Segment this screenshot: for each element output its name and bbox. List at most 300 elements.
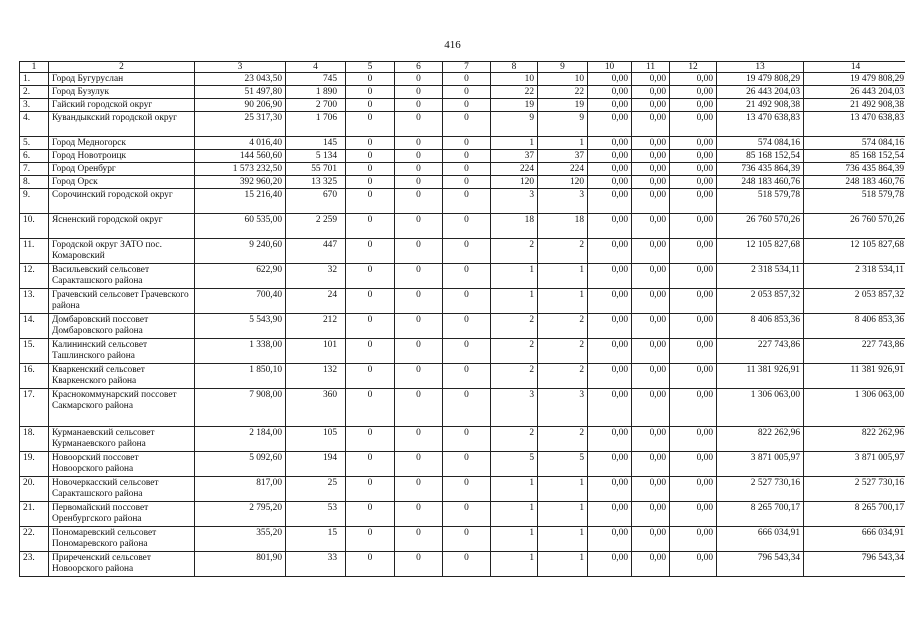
table-cell: 0 xyxy=(443,99,491,112)
table-cell: 0 xyxy=(443,214,491,239)
table-row xyxy=(20,502,905,527)
table-cell: 0,00 xyxy=(670,364,717,389)
table-cell: 19 479 808,29 xyxy=(804,73,905,86)
table-cell: 0 xyxy=(395,452,443,477)
table-cell: 1 xyxy=(538,502,588,527)
table-cell: 0,00 xyxy=(670,73,717,86)
table-cell: 0,00 xyxy=(632,289,670,314)
table-cell: 0,00 xyxy=(632,389,670,427)
table-cell: 0 xyxy=(395,477,443,502)
table-cell: 15 216,40 xyxy=(195,189,286,214)
table-cell: 2 xyxy=(538,427,588,452)
table-cell: 23 043,50 xyxy=(195,73,286,86)
table-cell: 1 xyxy=(538,527,588,552)
table-cell: 8 265 700,17 xyxy=(804,502,905,527)
table-cell: 1 xyxy=(491,289,538,314)
table-cell: 0 xyxy=(443,552,491,577)
table-cell: 12 105 827,68 xyxy=(804,239,905,264)
table-cell: 13 325 xyxy=(286,176,346,189)
table-cell: 26 760 570,26 xyxy=(717,214,804,239)
table-cell: 0,00 xyxy=(632,86,670,99)
table-cell: 26 760 570,26 xyxy=(804,214,905,239)
table-cell: 0 xyxy=(395,502,443,527)
table-cell: 2 700 xyxy=(286,99,346,112)
table-cell: 26 443 204,03 xyxy=(804,86,905,99)
header-cell: 9 xyxy=(538,62,588,73)
table-cell: 0,00 xyxy=(632,364,670,389)
table-cell: 227 743,86 xyxy=(717,339,804,364)
table-cell: 0 xyxy=(443,239,491,264)
table-cell: 26 443 204,03 xyxy=(717,86,804,99)
territory-name-cell: Город Бугуруслан xyxy=(49,73,195,86)
territory-name-cell: Город Оренбург xyxy=(49,163,195,176)
table-cell: 12. xyxy=(20,264,49,289)
table-cell: 0 xyxy=(346,452,395,477)
territory-name-cell: Гайский городской округ xyxy=(49,99,195,112)
table-cell: 0 xyxy=(395,389,443,427)
table-cell: 212 xyxy=(286,314,346,339)
table-row xyxy=(20,389,905,427)
table-cell: 7 908,00 xyxy=(195,389,286,427)
table-row xyxy=(20,137,905,150)
table-cell: 0,00 xyxy=(588,339,632,364)
table-cell: 0,00 xyxy=(632,150,670,163)
table-row xyxy=(20,264,905,289)
table-cell: 796 543,34 xyxy=(717,552,804,577)
table-cell: 0,00 xyxy=(632,163,670,176)
table-cell: 0 xyxy=(443,73,491,86)
table-cell: 2 795,20 xyxy=(195,502,286,527)
territory-name-cell: Домбаровский поссовет Домбаровского района xyxy=(49,314,195,339)
table-cell: 518 579,78 xyxy=(804,189,905,214)
table-cell: 2 184,00 xyxy=(195,427,286,452)
table-cell: 11 381 926,91 xyxy=(717,364,804,389)
table-cell: 0 xyxy=(443,86,491,99)
table-cell: 0,00 xyxy=(632,189,670,214)
table-cell: 3 xyxy=(491,389,538,427)
table-cell: 3 871 005,97 xyxy=(804,452,905,477)
table-cell: 817,00 xyxy=(195,477,286,502)
table-cell: 0 xyxy=(395,112,443,137)
table-row xyxy=(20,452,905,477)
table-cell: 0,00 xyxy=(670,339,717,364)
table-cell: 13. xyxy=(20,289,49,314)
table-header-row xyxy=(20,62,905,73)
table-cell: 574 084,16 xyxy=(717,137,804,150)
table-cell: 22 xyxy=(491,86,538,99)
table-cell: 13 470 638,83 xyxy=(804,112,905,137)
table-cell: 0 xyxy=(395,552,443,577)
table-cell: 0,00 xyxy=(670,137,717,150)
table-cell: 3 xyxy=(491,189,538,214)
territory-name-cell: Новочеркасский сельсовет Саракташского района xyxy=(49,477,195,502)
table-cell: 0 xyxy=(395,189,443,214)
table-cell: 0 xyxy=(395,527,443,552)
table-cell: 0,00 xyxy=(588,527,632,552)
territory-name-cell: Пономаревский сельсовет Пономаревского района xyxy=(49,527,195,552)
table-cell: 17. xyxy=(20,389,49,427)
table-cell: 248 183 460,76 xyxy=(717,176,804,189)
territory-name-cell: Новоорский поссовет Новоорского района xyxy=(49,452,195,477)
table-cell: 0 xyxy=(443,339,491,364)
table-cell: 0,00 xyxy=(588,150,632,163)
table-cell: 0,00 xyxy=(588,427,632,452)
table-cell: 0,00 xyxy=(670,239,717,264)
table-cell: 5. xyxy=(20,137,49,150)
table-cell: 1 706 xyxy=(286,112,346,137)
table-cell: 822 262,96 xyxy=(717,427,804,452)
table-cell: 0,00 xyxy=(670,176,717,189)
table-cell: 0,00 xyxy=(670,86,717,99)
table-cell: 0,00 xyxy=(588,452,632,477)
table-cell: 1 338,00 xyxy=(195,339,286,364)
header-cell: 4 xyxy=(286,62,346,73)
header-cell: 10 xyxy=(588,62,632,73)
table-row xyxy=(20,150,905,163)
table-row xyxy=(20,314,905,339)
table-cell: 0 xyxy=(443,189,491,214)
table-cell: 1 xyxy=(491,264,538,289)
table-cell: 666 034,91 xyxy=(804,527,905,552)
table-cell: 120 xyxy=(491,176,538,189)
table-cell: 2 xyxy=(491,239,538,264)
table-cell: 2 xyxy=(538,239,588,264)
table-cell: 0,00 xyxy=(632,264,670,289)
table-cell: 33 xyxy=(286,552,346,577)
table-cell: 0 xyxy=(395,239,443,264)
table-cell: 0,00 xyxy=(632,527,670,552)
table-row xyxy=(20,239,905,264)
table-cell: 0,00 xyxy=(632,73,670,86)
table-cell: 355,20 xyxy=(195,527,286,552)
table-cell: 0,00 xyxy=(670,99,717,112)
table-cell: 1 xyxy=(538,477,588,502)
table-cell: 0 xyxy=(346,73,395,86)
table-cell: 736 435 864,39 xyxy=(717,163,804,176)
table-cell: 0,00 xyxy=(588,176,632,189)
table-cell: 224 xyxy=(538,163,588,176)
data-table xyxy=(19,61,905,577)
table-cell: 0,00 xyxy=(632,214,670,239)
table-cell: 14. xyxy=(20,314,49,339)
table-cell: 10. xyxy=(20,214,49,239)
table-cell: 145 xyxy=(286,137,346,150)
table-cell: 0,00 xyxy=(588,163,632,176)
table-cell: 0 xyxy=(395,264,443,289)
table-cell: 0,00 xyxy=(588,99,632,112)
table-cell: 0,00 xyxy=(588,112,632,137)
table-cell: 0 xyxy=(395,150,443,163)
table-cell: 132 xyxy=(286,364,346,389)
table-cell: 5 xyxy=(538,452,588,477)
table-cell: 12 105 827,68 xyxy=(717,239,804,264)
territory-name-cell: Кувандыкский городской округ xyxy=(49,112,195,137)
table-row xyxy=(20,189,905,214)
table-cell: 0 xyxy=(346,239,395,264)
table-cell: 0 xyxy=(443,137,491,150)
header-cell: 3 xyxy=(195,62,286,73)
table-cell: 144 560,60 xyxy=(195,150,286,163)
territory-name-cell: Грачевский сельсовет Грачевского района xyxy=(49,289,195,314)
table-cell: 0,00 xyxy=(588,137,632,150)
table-cell: 101 xyxy=(286,339,346,364)
table-cell: 0 xyxy=(395,73,443,86)
header-cell: 13 xyxy=(717,62,804,73)
table-cell: 0,00 xyxy=(588,389,632,427)
table-cell: 447 xyxy=(286,239,346,264)
header-cell: 1 xyxy=(20,62,49,73)
table-cell: 1 xyxy=(491,552,538,577)
table-row xyxy=(20,112,905,137)
table-cell: 0 xyxy=(395,339,443,364)
table-cell: 0 xyxy=(346,427,395,452)
table-cell: 666 034,91 xyxy=(717,527,804,552)
table-cell: 2 xyxy=(491,364,538,389)
table-cell: 0,00 xyxy=(632,339,670,364)
table-cell: 8 406 853,36 xyxy=(804,314,905,339)
header-cell: 12 xyxy=(670,62,717,73)
table-cell: 15 xyxy=(286,527,346,552)
table-cell: 574 084,16 xyxy=(804,137,905,150)
table-cell: 0,00 xyxy=(670,314,717,339)
table-row xyxy=(20,364,905,389)
table-cell: 0,00 xyxy=(632,137,670,150)
table-cell: 670 xyxy=(286,189,346,214)
table-cell: 0,00 xyxy=(632,239,670,264)
table-cell: 18 xyxy=(491,214,538,239)
table-cell: 0 xyxy=(395,137,443,150)
table-cell: 0 xyxy=(395,364,443,389)
table-cell: 0 xyxy=(346,264,395,289)
table-cell: 0 xyxy=(443,364,491,389)
table-cell: 0 xyxy=(443,477,491,502)
table-cell: 0,00 xyxy=(670,112,717,137)
table-cell: 1 xyxy=(538,264,588,289)
table-cell: 0 xyxy=(346,289,395,314)
table-cell: 0,00 xyxy=(588,264,632,289)
table-cell: 0,00 xyxy=(670,264,717,289)
table-cell: 0,00 xyxy=(670,427,717,452)
table-cell: 0,00 xyxy=(632,477,670,502)
table-cell: 22 xyxy=(538,86,588,99)
table-cell: 0 xyxy=(443,112,491,137)
table-cell: 0 xyxy=(346,214,395,239)
table-cell: 1 xyxy=(538,289,588,314)
table-cell: 0,00 xyxy=(632,427,670,452)
table-cell: 9. xyxy=(20,189,49,214)
table-cell: 2 318 534,11 xyxy=(804,264,905,289)
header-cell: 8 xyxy=(491,62,538,73)
table-cell: 0,00 xyxy=(632,502,670,527)
table-cell: 1 xyxy=(538,137,588,150)
table-cell: 0 xyxy=(346,99,395,112)
header-cell: 11 xyxy=(632,62,670,73)
table-cell: 0 xyxy=(443,502,491,527)
table-cell: 0 xyxy=(346,137,395,150)
table-cell: 55 701 xyxy=(286,163,346,176)
table-cell: 105 xyxy=(286,427,346,452)
table-cell: 16. xyxy=(20,364,49,389)
table-cell: 0 xyxy=(395,176,443,189)
table-cell: 2 xyxy=(538,314,588,339)
table-cell: 518 579,78 xyxy=(717,189,804,214)
header-cell: 5 xyxy=(346,62,395,73)
table-cell: 10 xyxy=(538,73,588,86)
table-cell: 0,00 xyxy=(670,452,717,477)
territory-name-cell: Васильевский сельсовет Саракташского района xyxy=(49,264,195,289)
table-cell: 0,00 xyxy=(588,73,632,86)
table-cell: 0,00 xyxy=(588,214,632,239)
table-cell: 18 xyxy=(538,214,588,239)
table-cell: 0 xyxy=(443,163,491,176)
table-cell: 0 xyxy=(443,314,491,339)
table-cell: 0 xyxy=(443,289,491,314)
table-cell: 19 479 808,29 xyxy=(717,73,804,86)
table-cell: 1 573 232,50 xyxy=(195,163,286,176)
header-cell: 6 xyxy=(395,62,443,73)
table-cell: 392 960,20 xyxy=(195,176,286,189)
territory-name-cell: Сорочинский городской округ xyxy=(49,189,195,214)
table-row xyxy=(20,99,905,112)
table-cell: 51 497,80 xyxy=(195,86,286,99)
table-cell: 85 168 152,54 xyxy=(804,150,905,163)
table-cell: 18. xyxy=(20,427,49,452)
table-cell: 7. xyxy=(20,163,49,176)
table-cell: 0,00 xyxy=(670,552,717,577)
table-cell: 21. xyxy=(20,502,49,527)
table-cell: 0 xyxy=(346,527,395,552)
table-cell: 0 xyxy=(346,502,395,527)
table-cell: 53 xyxy=(286,502,346,527)
table-cell: 0 xyxy=(395,289,443,314)
table-cell: 20. xyxy=(20,477,49,502)
table-cell: 0,00 xyxy=(670,214,717,239)
table-cell: 1. xyxy=(20,73,49,86)
territory-name-cell: Ясненский городской округ xyxy=(49,214,195,239)
table-cell: 2 527 730,16 xyxy=(804,477,905,502)
table-cell: 0 xyxy=(346,364,395,389)
table-cell: 22. xyxy=(20,527,49,552)
table-cell: 24 xyxy=(286,289,346,314)
table-cell: 5 543,90 xyxy=(195,314,286,339)
table-cell: 15. xyxy=(20,339,49,364)
table-cell: 0,00 xyxy=(588,477,632,502)
header-cell: 14 xyxy=(804,62,905,73)
table-cell: 2 xyxy=(538,364,588,389)
table-cell: 1 890 xyxy=(286,86,346,99)
table-cell: 2 xyxy=(491,427,538,452)
table-cell: 0,00 xyxy=(670,477,717,502)
table-cell: 0,00 xyxy=(670,502,717,527)
table-cell: 1 xyxy=(491,502,538,527)
territory-name-cell: Краснокоммунарский поссовет Сакмарского района xyxy=(49,389,195,427)
table-cell: 227 743,86 xyxy=(804,339,905,364)
table-row xyxy=(20,427,905,452)
table-cell: 0,00 xyxy=(588,364,632,389)
table-cell: 0 xyxy=(395,427,443,452)
table-cell: 0,00 xyxy=(632,452,670,477)
table-row xyxy=(20,73,905,86)
table-cell: 0 xyxy=(443,150,491,163)
table-cell: 23. xyxy=(20,552,49,577)
table-row xyxy=(20,163,905,176)
table-cell: 0 xyxy=(395,314,443,339)
table-cell: 8. xyxy=(20,176,49,189)
table-cell: 0,00 xyxy=(670,189,717,214)
table-cell: 0 xyxy=(443,176,491,189)
table-cell: 0 xyxy=(346,150,395,163)
table-cell: 0 xyxy=(346,176,395,189)
table-cell: 736 435 864,39 xyxy=(804,163,905,176)
table-cell: 0 xyxy=(443,527,491,552)
table-cell: 0,00 xyxy=(670,163,717,176)
table-cell: 4. xyxy=(20,112,49,137)
territory-name-cell: Город Медногорск xyxy=(49,137,195,150)
table-cell: 3 xyxy=(538,389,588,427)
table-cell: 9 xyxy=(538,112,588,137)
table-cell: 822 262,96 xyxy=(804,427,905,452)
territory-name-cell: Город Бузулук xyxy=(49,86,195,99)
table-cell: 85 168 152,54 xyxy=(717,150,804,163)
table-row xyxy=(20,214,905,239)
table-cell: 1 xyxy=(491,527,538,552)
table-cell: 5 xyxy=(491,452,538,477)
table-cell: 19 xyxy=(538,99,588,112)
table-cell: 0,00 xyxy=(588,314,632,339)
table-cell: 0 xyxy=(346,477,395,502)
table-cell: 8 406 853,36 xyxy=(717,314,804,339)
territory-name-cell: Город Новотроицк xyxy=(49,150,195,163)
table-row xyxy=(20,339,905,364)
table-cell: 25 xyxy=(286,477,346,502)
table-cell: 0 xyxy=(395,99,443,112)
table-cell: 0,00 xyxy=(588,86,632,99)
table-cell: 0,00 xyxy=(632,314,670,339)
territory-name-cell: Городской округ ЗАТО пос. Комаровский xyxy=(49,239,195,264)
table-cell: 0 xyxy=(346,314,395,339)
table-row xyxy=(20,176,905,189)
table-cell: 0,00 xyxy=(632,552,670,577)
table-cell: 745 xyxy=(286,73,346,86)
table-cell: 801,90 xyxy=(195,552,286,577)
table-cell: 700,40 xyxy=(195,289,286,314)
territory-name-cell: Город Орск xyxy=(49,176,195,189)
table-row xyxy=(20,477,905,502)
table-cell: 3. xyxy=(20,99,49,112)
table-cell: 1 306 063,00 xyxy=(717,389,804,427)
table-cell: 0,00 xyxy=(588,289,632,314)
table-cell: 2 318 534,11 xyxy=(717,264,804,289)
table-cell: 0 xyxy=(443,452,491,477)
table-cell: 1 xyxy=(491,477,538,502)
table-cell: 1 850,10 xyxy=(195,364,286,389)
table-row xyxy=(20,86,905,99)
table-cell: 6. xyxy=(20,150,49,163)
table-cell: 3 xyxy=(538,189,588,214)
table-row xyxy=(20,552,905,577)
table-cell: 2 259 xyxy=(286,214,346,239)
table-cell: 2 xyxy=(491,314,538,339)
table-cell: 0 xyxy=(346,339,395,364)
territory-name-cell: Кваркенский сельсовет Кваркенского района xyxy=(49,364,195,389)
table-cell: 0,00 xyxy=(588,239,632,264)
table-cell: 224 xyxy=(491,163,538,176)
table-cell: 2 xyxy=(538,339,588,364)
table-cell: 2 053 857,32 xyxy=(804,289,905,314)
table-cell: 0 xyxy=(346,163,395,176)
table-row xyxy=(20,289,905,314)
table-cell: 9 xyxy=(491,112,538,137)
